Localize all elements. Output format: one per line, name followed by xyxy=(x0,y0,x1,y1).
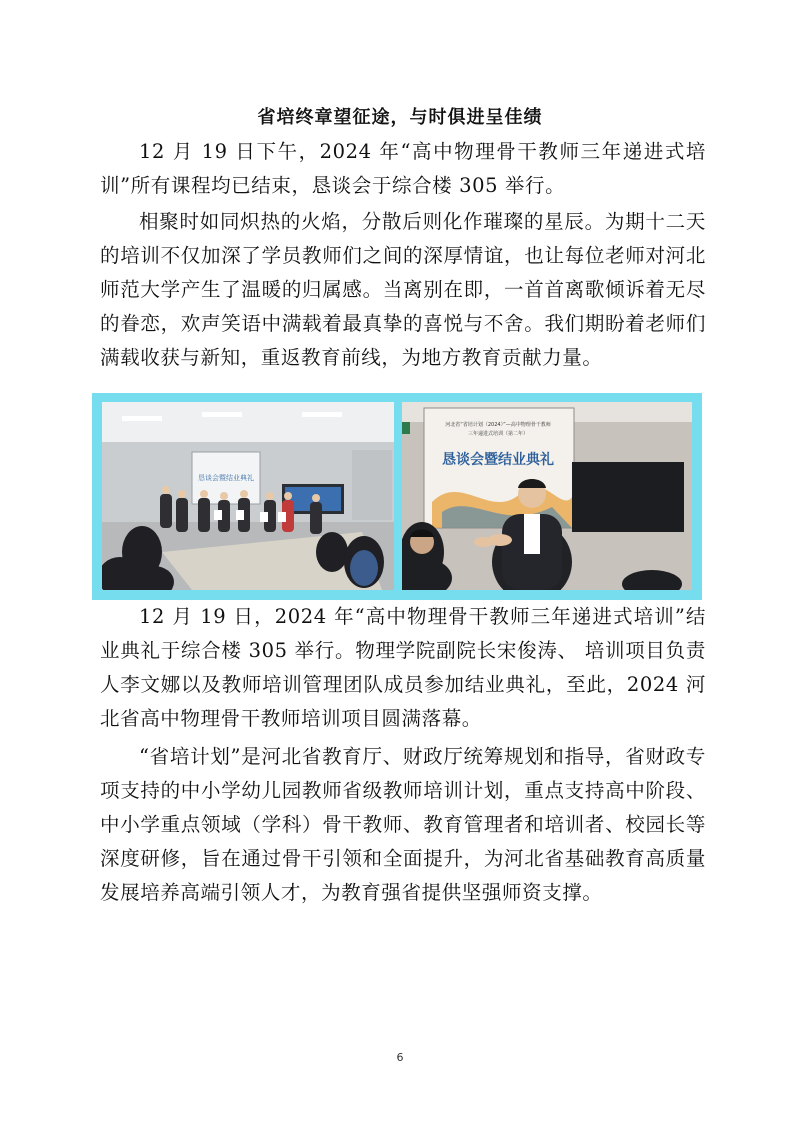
article-title: 省培终章望征途，与时俱进呈佳绩 xyxy=(257,107,543,128)
left-screen-text: 恳谈会暨结业典礼 xyxy=(198,474,254,482)
paragraph-1: 12 月 19 日下午，2024 年“高中物理骨干教师三年递进式培训”所有课程均已结束，恳谈会于综合楼 305 举行。 xyxy=(100,140,706,197)
right-screen-line2: 三年递进式培训（第二年） xyxy=(467,431,529,437)
photo-ceremony-group xyxy=(102,402,394,590)
ceremony-photo-illustration xyxy=(102,402,394,590)
paragraph-4: “省培计划”是河北省教育厅、财政厅统筹规划和指导，省财政专项支持的中小学幼儿园教师省级教师培训计划，重点支持高中阶段、中小学重点领域（学科）骨干教师、教育管理者和培训者、校园长等深度研修，旨在通过骨干引领和全面提升，为河北省基础教育高质量发展培养高端引领人才，为教育强省提供坚强师资支撑。 xyxy=(100,745,706,904)
right-screen-line1: 河北省“省培计划（2024）”—高中物理骨干教师 xyxy=(445,422,551,428)
speaker-photo-illustration xyxy=(402,402,692,590)
paragraph-3: 12 月 19 日，2024 年“高中物理骨干教师三年递进式培训”结业典礼于综合楼 305 举行。物理学院副院长宋俊涛、 培训项目负责人李文娜以及教师培训管理团队成员参加结业典礼，至此，2024 河北省高中物理骨干教师培训项目圆满落幕。 xyxy=(100,605,706,730)
photo-speaker xyxy=(402,402,692,590)
photo-frame xyxy=(92,393,702,600)
page-number: 6 xyxy=(396,1051,404,1064)
right-screen-title: 恳谈会暨结业典礼 xyxy=(442,452,554,468)
paragraph-2: 相聚时如同炽热的火焰，分散后则化作璀璨的星辰。为期十二天的培训不仅加深了学员教师们之间的深厚情谊，也让每位老师对河北师范大学产生了温暖的归属感。当离别在即，一首首离歌倾诉着无尽的眷恋，欢声笑语中满载着最真挚的喜悦与不舍。我们期盼着老师们满载收获与新知，重返教育前线，为地方教育贡献力量。 xyxy=(100,210,706,369)
